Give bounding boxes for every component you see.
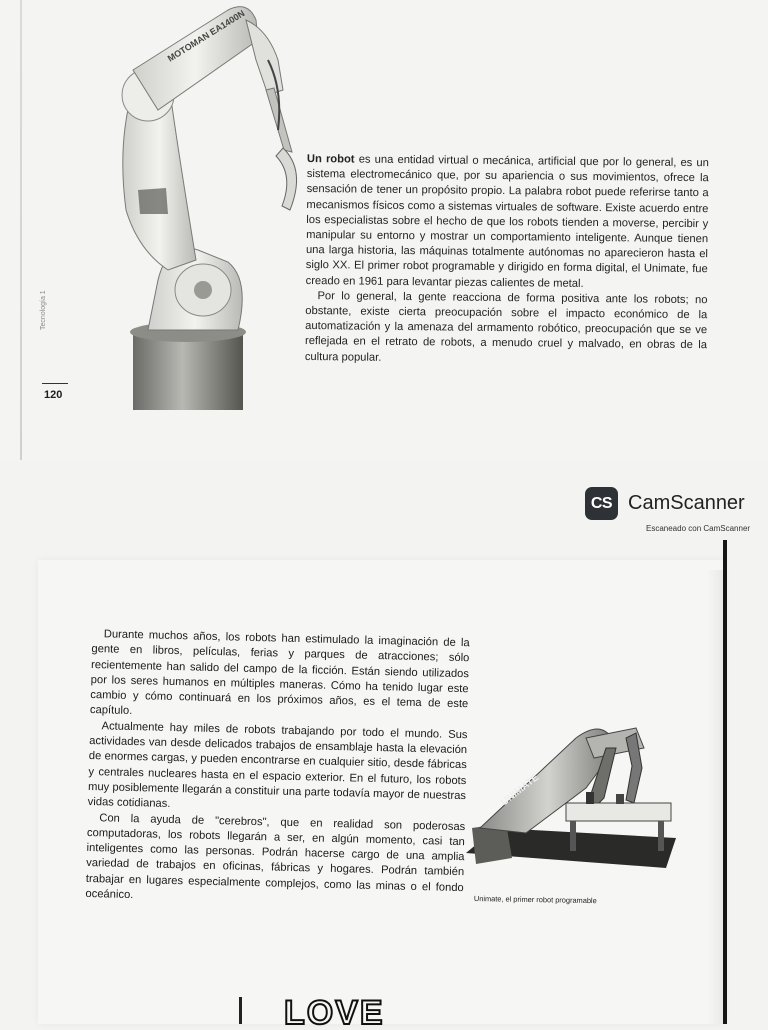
love-stamp-image <box>284 990 404 1030</box>
page-binding-shadow <box>20 0 22 460</box>
page-number: 120 <box>44 389 63 401</box>
robot-definition-text <box>305 152 709 369</box>
figure-caption: Unimate, el primer robot programable <box>473 894 597 906</box>
lead-term: Un robot <box>306 152 355 166</box>
stamp-text: LOVE <box>284 994 385 1030</box>
paragraph: Por lo general, la gente reacciona de forma positiva ante los robots; no obstante, existe cierta preocupación sobre el impacto económico de la automatización y la amenaza del armamento robótico, preocupación que se ve reflejada en el retrato de robots, a menudo cruel y malvado, en obras de la cultura popular. <box>304 289 708 364</box>
paragraph: Actualmente hay miles de robots trabajando por todo el mundo. Sus actividades van desde delicados trabajos de ensamblaje hasta la elevación de enormes cargas, y pueden encontrarse en cualquier sitio, desde fábricas y centrales nucleares hasta en el espacio exterior. En el futuro, los robots muy posiblemente llegarán a constituir una parte todavía mayor de nuestras vidas cotidianas. <box>87 720 468 811</box>
unimate-label: UNIMATE <box>499 772 542 809</box>
page-edge <box>723 540 727 1024</box>
industrial-robot-arm-image <box>78 0 318 410</box>
camscanner-brand <box>585 487 745 520</box>
camscanner-logo-icon: CS <box>585 487 618 520</box>
paragraph-body: es una entidad virtual o mecánica, artificial que por lo general, es un sistema electromecánico que, por su apariencia o sus movimientos, ofrece la sensación de tener un propósito propio. La palabra robot puede referirse tanto a mecanismos físicos como a sistemas virtuales de software. Existe acuerdo entre los especialistas sobre el hecho de que los robots tienden a moverse, percibir y manipular su entorno y mostrar un comportamiento inteligente. Aunque tienen una larga historia, las máquinas totalmente autónomas no aparecieron hasta el siglo XX. El primer robot programable y dirigido en forma digital, el Unimate, fue creado en 1961 para levantar piezas calientes de metal. <box>305 153 709 290</box>
book-page-1 <box>0 0 768 460</box>
robot-brand-label: MOTOMAN EA1400N <box>165 8 247 64</box>
page-number-rule <box>42 383 68 384</box>
stamp-bar <box>239 997 242 1024</box>
robots-history-text <box>85 627 470 911</box>
paragraph: Con la ayuda de "cerebros", que en realidad son poderosas computadoras, los robots llegarán a ser, en algún momento, casi tan inteligentes como las personas. Podrán hacerse cargo de una amplia variedad de trabajos en oficinas, fábricas y hogares. Podrán también trabajar en lugares especialmente complejos, como las minas o el fondo oceánico. <box>85 811 466 902</box>
side-caption: Tecnología 1 <box>40 290 47 330</box>
paragraph <box>306 152 709 293</box>
camscanner-name: CamScanner <box>628 492 745 514</box>
paragraph: Durante muchos años, los robots han estimulado la imaginación de la gente en libros, películas, ferias y parques de atracciones; sólo recientemente han salido del campo de la ficción. Están siendo utilizados por los seres humanos en múltiples maneras. Cómo ha tenido lugar este cambio y cómo continuará en los próximos años, es el tema de este capítulo. <box>89 628 470 718</box>
camscanner-subtitle: Escaneado con CamScanner <box>646 524 751 533</box>
unimate-robot-image <box>466 708 676 888</box>
